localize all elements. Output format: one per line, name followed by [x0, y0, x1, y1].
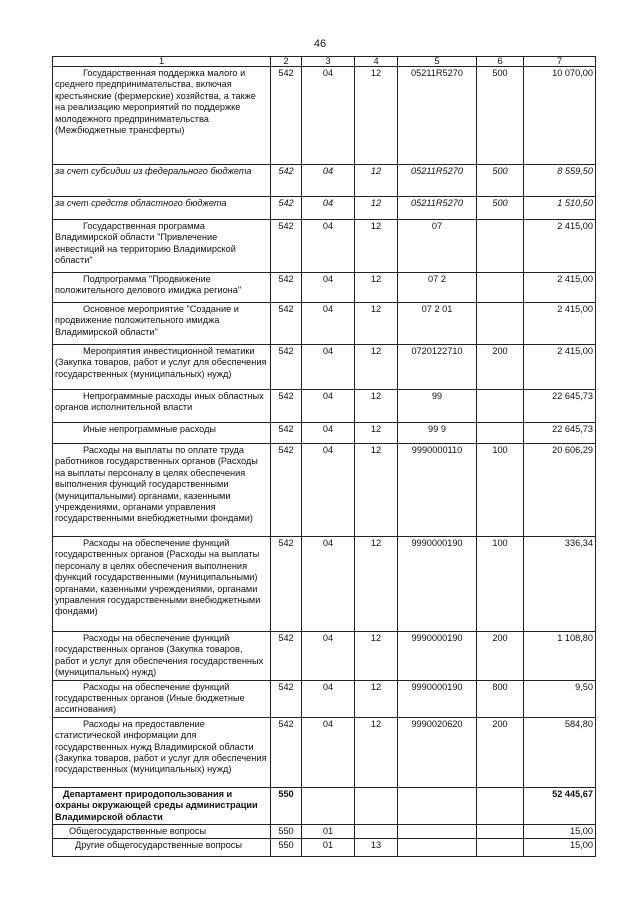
row-subsection: 12: [355, 67, 398, 165]
row-name: Иные непрограммные расходы: [53, 423, 271, 444]
row-name: Основное мероприятие "Создание и продвижение положительного имиджа Владимирской области": [53, 303, 271, 345]
table-row: [53, 680, 596, 717]
row-expense-type: 500: [477, 197, 524, 220]
row-subsection: 12: [355, 390, 398, 423]
row-admin-code: 542: [271, 303, 302, 345]
row-admin-code: 542: [271, 345, 302, 390]
row-expense-type: [477, 220, 524, 273]
row-subsection: 12: [355, 537, 398, 632]
table-row: [53, 423, 596, 444]
row-amount: 2 415,00: [524, 273, 596, 303]
row-section: 01: [302, 839, 355, 857]
row-subsection: 12: [355, 165, 398, 197]
row-target-article: 07 2 01: [398, 303, 477, 345]
row-section: 04: [302, 444, 355, 537]
table-row: [53, 444, 596, 537]
row-admin-code: 542: [271, 67, 302, 165]
row-subsection: 12: [355, 632, 398, 681]
row-admin-code: 542: [271, 632, 302, 681]
row-amount: 15,00: [524, 839, 596, 857]
row-expense-type: 200: [477, 632, 524, 681]
row-subsection: 12: [355, 680, 398, 717]
row-expense-type: [477, 390, 524, 423]
header-col-4: 4: [355, 57, 398, 67]
header-col-3: 3: [302, 57, 355, 67]
row-target-article: 99: [398, 390, 477, 423]
row-expense-type: [477, 839, 524, 857]
row-subsection: 12: [355, 444, 398, 537]
row-name: Непрограммные расходы иных областных органов исполнительной власти: [53, 390, 271, 423]
row-section: 04: [302, 537, 355, 632]
row-subsection: [355, 825, 398, 839]
row-amount: 584,80: [524, 717, 596, 787]
row-admin-code: 542: [271, 537, 302, 632]
row-admin-code: 542: [271, 273, 302, 303]
table-row: [53, 273, 596, 303]
row-amount: 52 445,67: [524, 787, 596, 824]
row-admin-code: 550: [271, 839, 302, 857]
row-target-article: 9990000190: [398, 632, 477, 681]
row-target-article: 9990000110: [398, 444, 477, 537]
row-name: за счет средств областного бюджета: [53, 197, 271, 220]
row-section: 04: [302, 273, 355, 303]
row-name: Расходы на предоставление статистической информации для государственных нужд Владимирской области (Закупка товаров, работ и услуг для обеспечения государственных (муниципальных) нужд): [53, 717, 271, 787]
header-col-2: 2: [271, 57, 302, 67]
row-expense-type: [477, 825, 524, 839]
row-subsection: [355, 787, 398, 824]
row-section: 04: [302, 303, 355, 345]
row-expense-type: 200: [477, 345, 524, 390]
header-col-1: 1: [53, 57, 271, 67]
row-target-article: 99 9: [398, 423, 477, 444]
row-section: 01: [302, 825, 355, 839]
header-col-7: 7: [524, 57, 596, 67]
table-row: [53, 197, 596, 220]
table-row: [53, 787, 596, 824]
row-name: Расходы на выплаты по оплате труда работников государственных органов (Расходы на выплаты персоналу в целях обеспечения выполнения функций государственными (муниципальными) органами, казенными учреждениями, органами управления государственными внебюджетными фондами): [53, 444, 271, 537]
page-number: 46: [313, 38, 327, 50]
row-amount: 15,00: [524, 825, 596, 839]
row-target-article: 9990020620: [398, 717, 477, 787]
row-section: [302, 787, 355, 824]
row-target-article: 07: [398, 220, 477, 273]
table-row: [53, 632, 596, 681]
row-subsection: 12: [355, 220, 398, 273]
row-subsection: 12: [355, 197, 398, 220]
row-name: за счет субсидии из федерального бюджета: [53, 165, 271, 197]
row-section: 04: [302, 165, 355, 197]
row-name: Общегосударственные вопросы: [53, 825, 271, 839]
row-admin-code: 542: [271, 680, 302, 717]
row-amount: 336,34: [524, 537, 596, 632]
row-target-article: 05211R5270: [398, 165, 477, 197]
table-row: [53, 537, 596, 632]
row-name: Мероприятия инвестиционной тематики (Закупка товаров, работ и услуг для обеспечения государственных (муниципальных) нужд): [53, 345, 271, 390]
row-target-article: 07 2: [398, 273, 477, 303]
row-section: 04: [302, 680, 355, 717]
row-name: Государственная программа Владимирской области "Привлечение инвестиций на территорию Владимирской области": [53, 220, 271, 273]
table-row: [53, 220, 596, 273]
row-target-article: [398, 825, 477, 839]
row-amount: 22 645,73: [524, 423, 596, 444]
table-row: [53, 825, 596, 839]
row-section: 04: [302, 423, 355, 444]
row-section: 04: [302, 345, 355, 390]
row-subsection: 12: [355, 717, 398, 787]
row-section: 04: [302, 717, 355, 787]
row-expense-type: [477, 273, 524, 303]
row-admin-code: 542: [271, 165, 302, 197]
row-section: 04: [302, 390, 355, 423]
row-expense-type: [477, 303, 524, 345]
table-row: [53, 303, 596, 345]
row-target-article: 05211R5270: [398, 197, 477, 220]
table-header-row: [53, 57, 596, 67]
row-amount: 22 645,73: [524, 390, 596, 423]
row-amount: 1 510,50: [524, 197, 596, 220]
table-row: [53, 345, 596, 390]
row-expense-type: 100: [477, 537, 524, 632]
row-amount: 8 559,50: [524, 165, 596, 197]
row-target-article: 05211R5270: [398, 67, 477, 165]
row-subsection: 13: [355, 839, 398, 857]
row-admin-code: 542: [271, 444, 302, 537]
row-subsection: 12: [355, 423, 398, 444]
row-amount: 1 108,80: [524, 632, 596, 681]
row-section: 04: [302, 220, 355, 273]
row-section: 04: [302, 197, 355, 220]
row-expense-type: 200: [477, 717, 524, 787]
row-amount: 2 415,00: [524, 303, 596, 345]
row-expense-type: [477, 787, 524, 824]
row-name: Подпрограмма "Продвижение положительного делового имиджа региона": [53, 273, 271, 303]
row-expense-type: 500: [477, 165, 524, 197]
row-expense-type: [477, 423, 524, 444]
budget-table: [52, 56, 596, 857]
row-target-article: 9990000190: [398, 537, 477, 632]
row-admin-code: 550: [271, 825, 302, 839]
row-name: Расходы на обеспечение функций государственных органов (Иные бюджетные ассигнования): [53, 680, 271, 717]
row-target-article: [398, 839, 477, 857]
row-section: 04: [302, 67, 355, 165]
header-col-5: 5: [398, 57, 477, 67]
row-amount: 9,50: [524, 680, 596, 717]
row-section: 04: [302, 632, 355, 681]
row-expense-type: 500: [477, 67, 524, 165]
table-row: [53, 165, 596, 197]
row-expense-type: 100: [477, 444, 524, 537]
row-admin-code: 550: [271, 787, 302, 824]
row-target-article: 0720122710: [398, 345, 477, 390]
row-admin-code: 542: [271, 220, 302, 273]
row-name: Департамент природопользования и охраны окружающей среды администрации Владимирской области: [53, 787, 271, 824]
row-amount: 20 606,29: [524, 444, 596, 537]
row-name: Государственная поддержка малого и среднего предпринимательства, включая крестьянские (фермерские) хозяйства, а также на реализацию мероприятий по поддержке молодежного предпринимательства (Межбюджетные трансферты): [53, 67, 271, 165]
row-admin-code: 542: [271, 423, 302, 444]
table-row: [53, 717, 596, 787]
row-amount: 2 415,00: [524, 345, 596, 390]
table-row: [53, 67, 596, 165]
row-name: Расходы на обеспечение функций государственных органов (Расходы на выплаты персоналу в целях обеспечения выполнения функций государственными (муниципальными) органами, казенными учреждениями, органами управления государственными внебюджетными фондами): [53, 537, 271, 632]
row-subsection: 12: [355, 345, 398, 390]
row-target-article: [398, 787, 477, 824]
table-row: [53, 839, 596, 857]
row-target-article: 9990000190: [398, 680, 477, 717]
header-col-6: 6: [477, 57, 524, 67]
row-subsection: 12: [355, 273, 398, 303]
row-subsection: 12: [355, 303, 398, 345]
row-amount: 2 415,00: [524, 220, 596, 273]
row-expense-type: 800: [477, 680, 524, 717]
row-amount: 10 070,00: [524, 67, 596, 165]
row-admin-code: 542: [271, 717, 302, 787]
row-name: Другие общегосударственные вопросы: [53, 839, 271, 857]
table-row: [53, 390, 596, 423]
row-admin-code: 542: [271, 197, 302, 220]
row-admin-code: 542: [271, 390, 302, 423]
row-name: Расходы на обеспечение функций государственных органов (Закупка товаров, работ и услуг для обеспечения государственных (муниципальных) нужд): [53, 632, 271, 681]
